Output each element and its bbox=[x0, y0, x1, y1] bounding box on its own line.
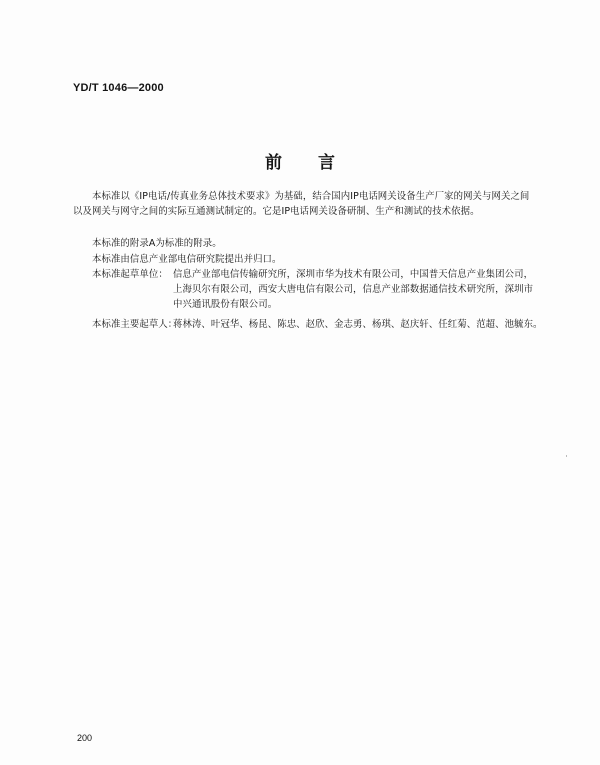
scan-speck bbox=[566, 455, 567, 457]
paragraph-basis: 本标准以《IP电话/传真业务总体技术要求》为基础，结合国内IP电话网关设备生产厂家的网关与网关之间以及网关与网守之间的实际互通测试制定的。它是IP电话网关设备研制、生产和测试的技术依据。 bbox=[73, 191, 530, 217]
page-title: 前言 bbox=[265, 153, 371, 173]
drafting-units-list: 信息产业部电信传输研究所，深圳市华为技术有限公司，中国普天信息产业集团公司，上海贝尔有限公司，西安大唐电信有限公司，信息产业部数据通信技术研究所，深圳市中兴通讯股份有限公司。 bbox=[173, 269, 534, 310]
page-number: 200 bbox=[77, 733, 93, 743]
standard-number: YD/T 1046—2000 bbox=[73, 82, 164, 94]
paragraph-proposer: 本标准由信息产业部电信研究院提出并归口。 bbox=[92, 254, 282, 265]
drafting-units-label: 本标准起草单位： bbox=[92, 269, 168, 280]
paragraph-appendix: 本标准的附录A为标准的附录。 bbox=[92, 238, 222, 249]
drafters-label: 本标准主要起草人： bbox=[92, 319, 178, 330]
drafters-list: 蒋林涛、叶冠华、杨昆、陈忠、赵欣、金志勇、杨琪、赵庆轩、任红菊、范超、池毓东。 bbox=[173, 319, 543, 330]
